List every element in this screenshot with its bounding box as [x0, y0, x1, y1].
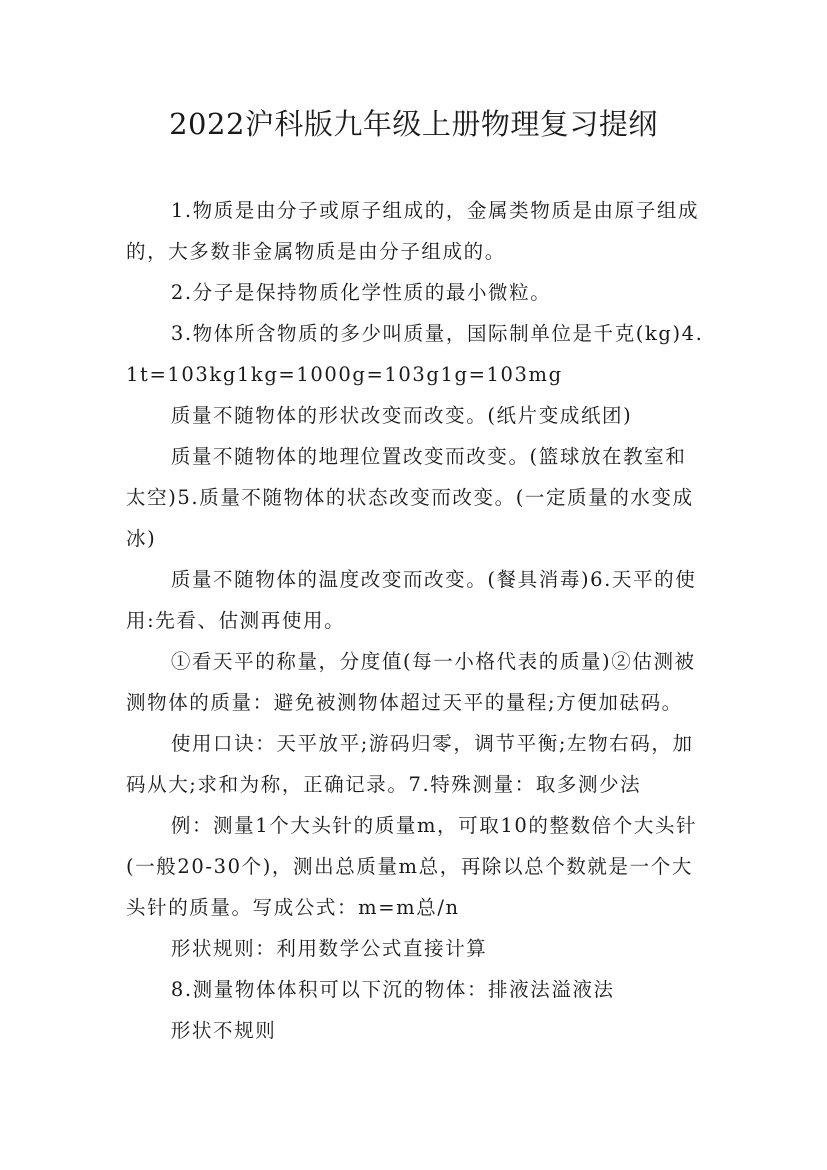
paragraph-4: 质量不随物体的形状改变而改变。(纸片变成纸团) [170, 404, 633, 427]
paragraph-12: 形状不规则 [170, 1019, 277, 1042]
paragraph-8: 使用口诀：天平放平;游码归零，调节平衡;左物右码，加码从大;求和为称，正确记录。7.特殊测量：取多测少法 [126, 732, 694, 796]
paragraph-9: 例：测量1个大头针的质量m，可取10的整数倍个大头针(一般20-30个)，测出总质量m总，再除以总个数就是一个大头针的质量。写成公式：m=m总/n [126, 814, 698, 919]
paragraph-10: 形状规则：利用数学公式直接计算 [170, 937, 488, 960]
document-body [126, 190, 704, 1051]
paragraph-3: 3.物体所含物质的多少叫质量，国际制单位是千克(kg)4.1t=103kg1kg=1000g=103g1g=103mg [126, 322, 704, 386]
paragraph-5: 质量不随物体的地理位置改变而改变。(篮球放在教室和太空)5.质量不随物体的状态改变而改变。(一定质量的水变成冰) [126, 445, 694, 550]
paragraph-6: 质量不随物体的温度改变而改变。(餐具消毒)6.天平的使用:先看、估测再使用。 [126, 568, 697, 632]
paragraph-7: ①看天平的称量，分度值(每一小格代表的质量)②估测被测物体的质量：避免被测物体超过天平的量程;方便加砝码。 [126, 650, 696, 714]
document-title: 2022沪科版九年级上册物理复习提纲 [169, 107, 658, 141]
paragraph-11: 8.测量物体体积可以下沉的物体：排液法溢液法 [170, 978, 615, 1001]
paragraph-2: 2.分子是保持物质化学性质的最小微粒。 [170, 281, 552, 304]
paragraph-1: 1.物质是由分子或原子组成的，金属类物质是由原子组成的，大多数非金属物质是由分子组成的。 [126, 199, 700, 263]
